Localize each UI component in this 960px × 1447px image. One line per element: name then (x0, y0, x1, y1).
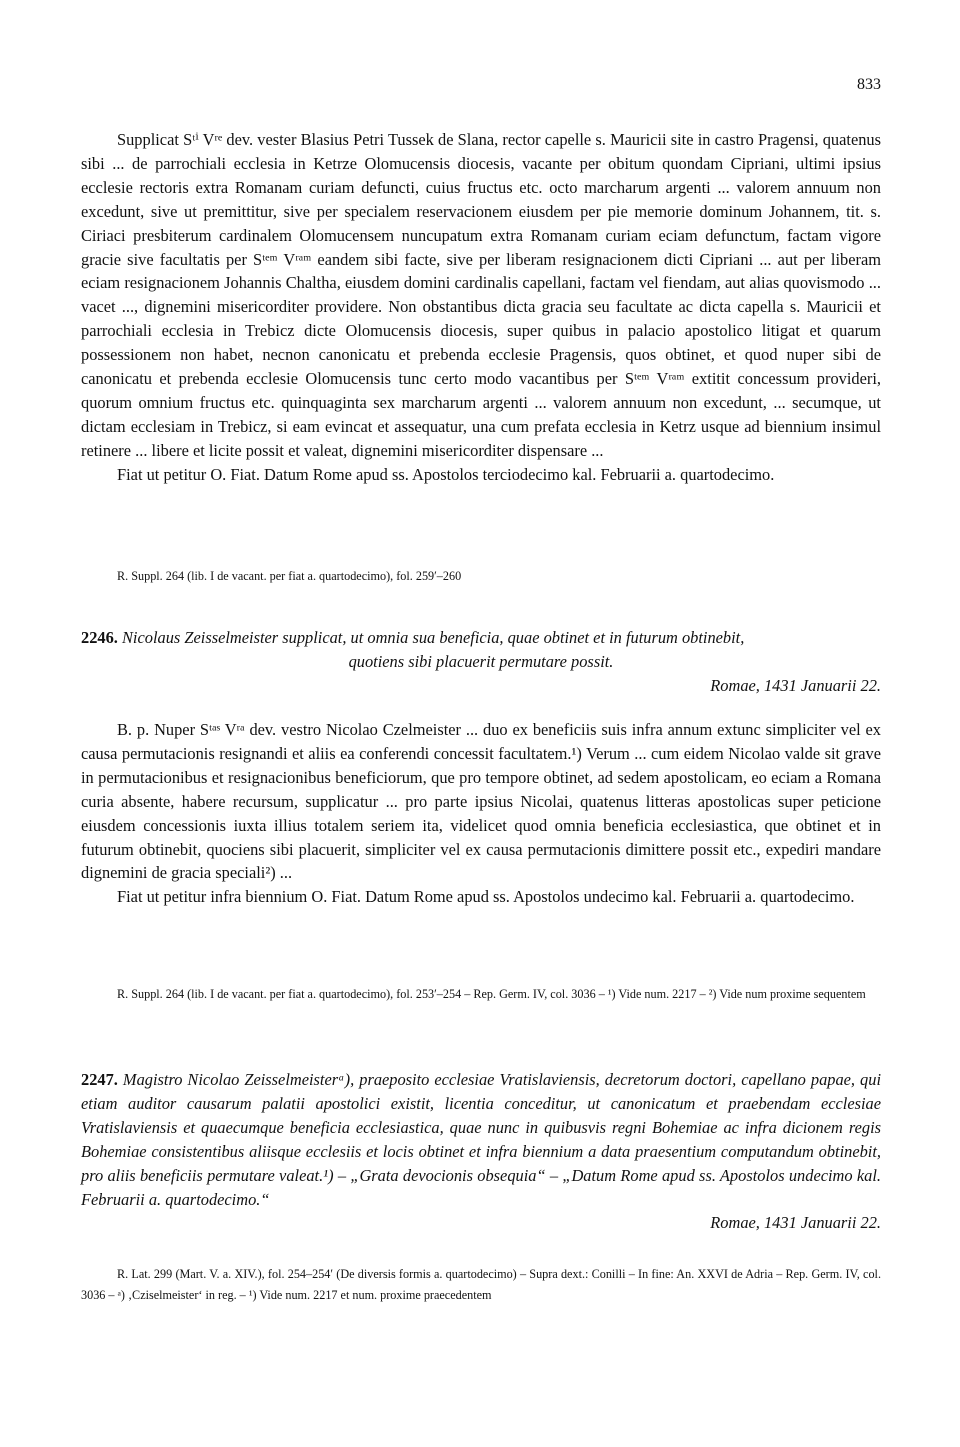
entry-number: 2247. (81, 1070, 118, 1089)
entry-summary: Magistro Nicolao Zeisselmeisterᵃ), praeposito ecclesiae Vratislaviensis, decretorum doctori, capellano papae, qui etiam auditor causarum palatii apostolici existit, licentia conceditur, ut canonicatum et praebendam ecclesiae Vratislaviensis et quaecumque beneficia ecclesiastica, quae nunc in quibusvis regni Bohemiae ac infra dicionem regis Bohemiae consistentibus aliisque ecclesiis et locis obtinet et infra biennium a data praesentium computandum obtinebit, pro aliis beneficiis permutare valeat.¹) – „Grata devocionis obsequia“ – „Datum Rome apud ss. Apostolos undecimo kal. Februarii a. quartodecimo.“ (81, 1070, 881, 1209)
entry-body: B. p. Nuper Sᵗᵃˢ Vʳᵃ dev. vestro Nicolao Czelmeister ... duo ex beneficiis suis infra annum extunc simpliciter vel ex causa permutacionis resignandi et aliis ea conferendi concessit facultatem.¹) Verum ... cum eidem Nicolao valde sit grave in permutacionibus et resignacionibus beneficiorum, que pro tempore obtinet, ad sedem apostolicam, eo eciam a Romana curia absente, habere recursum, supplicatur ... pro parte ipsius Nicolai, quatenus litteras apostolicas super peticione eiusdem concessionis iuxta illius totalem seriem ita, videlicet quod omnia beneficia ecclesiastica, que obtinet et in futurum obtinebit, quociens sibi placuerit, simpliciter vel ex causa permutacionis dimittere possit etc., expediri mandare dignemini de gracia speciali²) ... (81, 720, 881, 883)
entry-2247 (81, 1068, 881, 1235)
entry-2246 (81, 626, 881, 698)
entry-number: 2246. (81, 628, 118, 647)
page-number: 833 (857, 76, 881, 93)
entry-source-note: R. Lat. 299 (Mart. V. a. XIV.), fol. 254–254′ (De diversis formis a. quartodecimo) – Supra dext.: Conilli – In fine: An. XXVI de Adria – Rep. Germ. IV, col. 3036 – ᵃ) ‚Cziselmeister‘ in reg. – ¹) Vide num. 2217 et num. proxime praecedentem (81, 1267, 881, 1302)
entry-date: Romae, 1431 Januarii 22. (710, 1213, 881, 1233)
entry-summary: Nicolaus Zeisselmeister supplicat, ut omnia sua beneficia, quae obtinet et in futurum obtinebit, (122, 628, 745, 647)
entry-summary-continued: quotiens sibi placuerit permutare possit. (348, 651, 614, 671)
entry-fiat: Fiat ut petitur infra biennium O. Fiat. Datum Rome apud ss. Apostolos undecimo kal. Februarii a. quartodecimo. (117, 887, 855, 907)
entry-heading (81, 626, 881, 650)
entry-2246-text (81, 718, 881, 909)
entry-source-note: R. Suppl. 264 (lib. I de vacant. per fiat a. quartodecimo), fol. 253′–254 – Rep. Germ. IV, col. 3036 – ¹) Vide num. 2217 – ²) Vide num proxime sequentem (117, 987, 866, 1001)
entry-source-note: R. Suppl. 264 (lib. I de vacant. per fiat a. quartodecimo), fol. 259′–260 (117, 569, 462, 583)
entry-body: Supplicat Sᵗⁱ Vʳᵉ dev. vester Blasius Petri Tussek de Slana, rector capelle s. Mauricii site in castro Pragensi, quatenus sibi ... de parrochiali ecclesia in Ketrze Olomucensis diocesis, vacante per obitum quondam Cipriani, ultimi ipsius ecclesie rectoris extra Romanam curiam defuncti, cuius fructus etc. octo marcharum argenti ... valorem annuum non excedunt, sive ut premittitur, sive per specialem reservacionem eiusdem per pie memorie dominum Johannem, tit. s. Ciriaci presbiterum cardinalem Olomucensem nuncupatum extra Romanam curiam eciam defunctum, factam vigore gracie sive facultatis per Sᵗᵉᵐ Vʳᵃᵐ eandem sibi facte, sive per liberam resignacionem dicti Cipriani ... aut per liberam eciam resignacionem Johannis Chaltha, eiusdem domini cardinalis capellani, factam vel fiendam, aut alias quovismodo ... vacet ..., dignemini misericorditer providere. Non obstantibus dicta gracia seu facultate ac dicta capella s. Mauricii et parrochiali ecclesia in Trebicz dicte Olomucensis diocesis, super quibus in palacio apostolico litigat et quarum possessionem non habet, necnon canonicatu et prebenda ecclesie Pragensis, quos obtinet, et quod nuper sibi de canonicatu et prebenda ecclesie Olomucensis tunc certo modo vacantibus per Sᵗᵉᵐ Vʳᵃᵐ extitit concessum provideri, quorum omnium fructus etc. quinquaginta sex marcharum argenti ... valorem annuum non excedunt, ... secumque, ut dictam ecclesiam in Trebicz, si eam evincat et assequatur, una cum prefata ecclesia in Ketrz usque ad biennium insimul retinere ... libere et licite possit et valeat, dignemini misericorditer dispensare ... (81, 130, 881, 460)
entry-date: Romae, 1431 Januarii 22. (710, 675, 881, 695)
entry-previous (81, 128, 881, 487)
entry-heading (81, 1068, 881, 1211)
entry-fiat: Fiat ut petitur O. Fiat. Datum Rome apud ss. Apostolos terciodecimo kal. Februarii a. quartodecimo. (117, 464, 775, 484)
